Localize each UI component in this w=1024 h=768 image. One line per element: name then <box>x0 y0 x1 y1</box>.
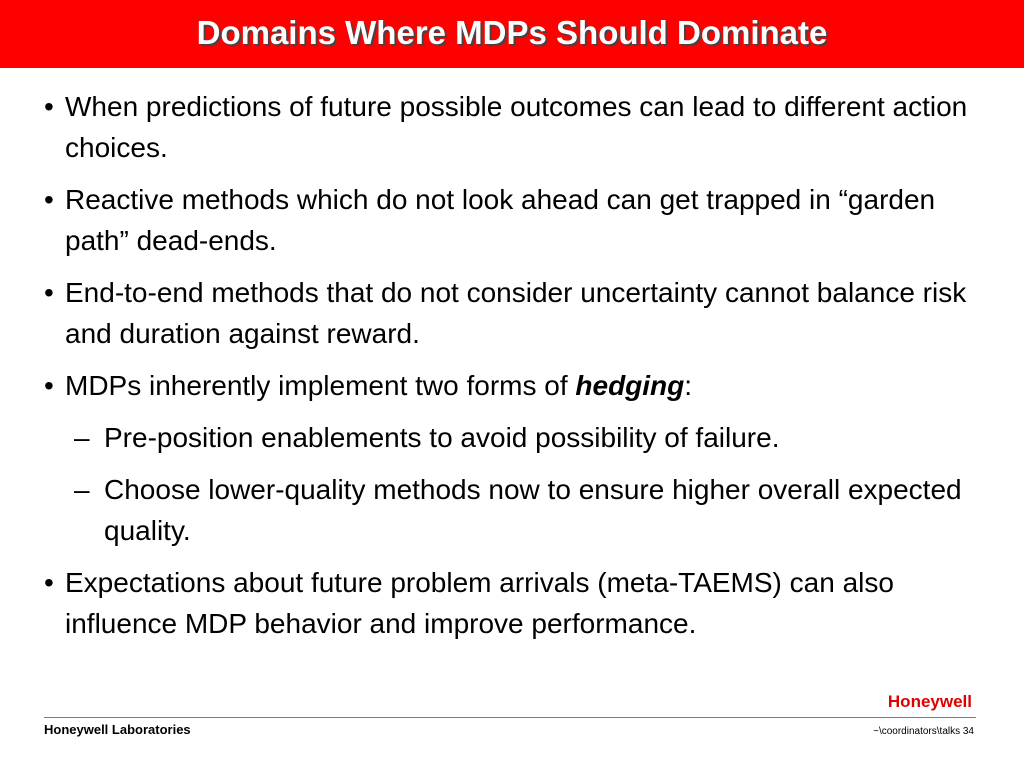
bullet-emphasis: hedging <box>575 370 685 401</box>
sub-bullet-mark: – <box>74 474 90 505</box>
bullet-text: Expectations about future problem arrivals (meta-TAEMS) can also influence MDP behavior and improve performance. <box>65 567 894 639</box>
bullet-text: End-to-end methods that do not consider uncertainty cannot balance risk and duration against reward. <box>65 277 967 349</box>
footer-organization: Honeywell Laboratories <box>44 722 191 737</box>
bullet-mark: • <box>44 567 54 598</box>
bullet-item <box>44 562 1004 644</box>
bullet-text: MDPs inherently implement two forms of <box>65 370 576 401</box>
sub-bullet-text: Pre-position enablements to avoid possibility of failure. <box>104 422 780 453</box>
bullet-mark: • <box>44 370 54 401</box>
bullet-mark: • <box>44 184 54 215</box>
slide-title: Domains Where MDPs Should Dominate <box>196 14 828 51</box>
sub-bullet-item <box>44 417 1004 458</box>
honeywell-logo: Honeywell <box>887 692 972 711</box>
bullet-mark: • <box>44 277 54 308</box>
footer-page-info: ~\coordinators\talks 34 <box>873 726 974 737</box>
bullet-item <box>44 365 1004 406</box>
footer-divider <box>44 717 976 718</box>
bullet-mark: • <box>44 91 54 122</box>
bullet-text: Reactive methods which do not look ahead can get trapped in “garden path” dead-ends. <box>65 184 936 256</box>
bullet-text: When predictions of future possible outcomes can lead to different action choices. <box>65 91 968 163</box>
bullet-item <box>44 179 1004 261</box>
title-bar <box>0 0 1024 68</box>
sub-bullet-item <box>44 469 1004 551</box>
slide-content <box>44 86 1004 655</box>
sub-bullet-text: Choose lower-quality methods now to ensure higher overall expected quality. <box>104 474 962 546</box>
bullet-item <box>44 86 1004 168</box>
sub-bullet-mark: – <box>74 422 90 453</box>
bullet-item <box>44 272 1004 354</box>
bullet-text-after: : <box>684 370 693 401</box>
